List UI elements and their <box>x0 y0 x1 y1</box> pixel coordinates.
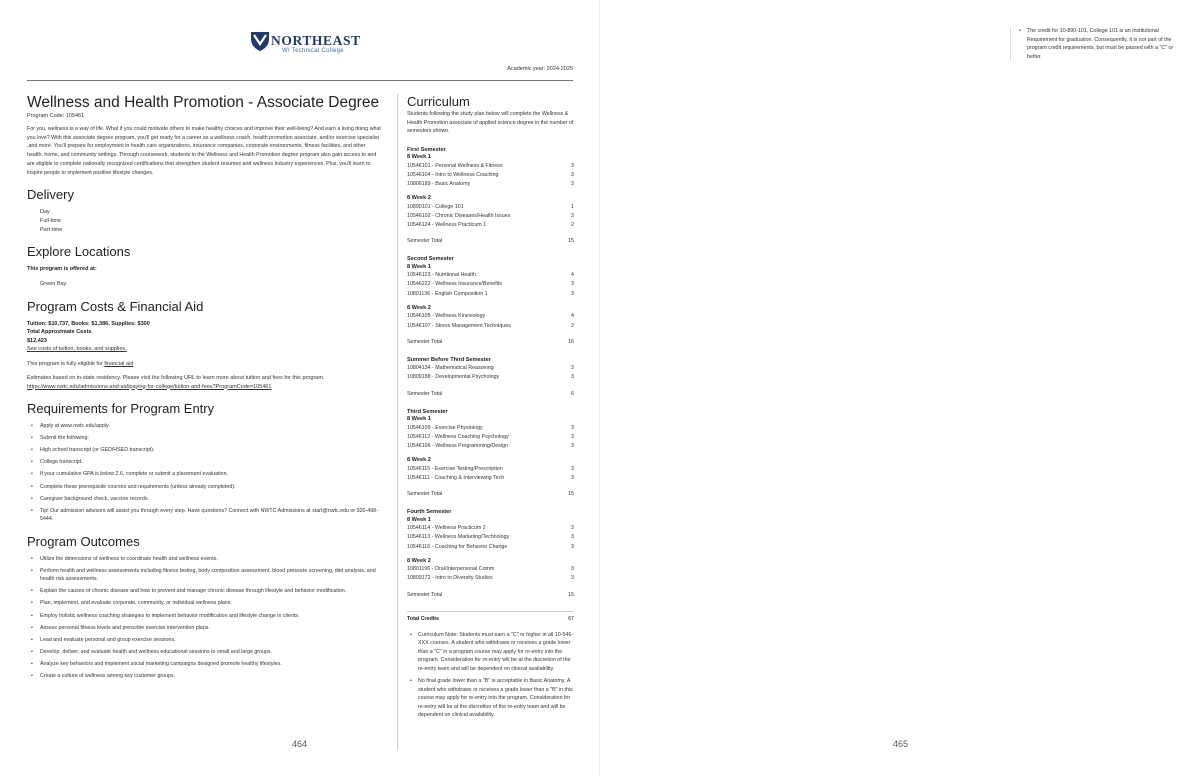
curriculum-note: • Curriculum Note: Students must earn a "C" or higher in all 10-546-XXX courses. A student who withdraws or receives a grade lower than a "C" in a program course may apply for re-entry into the program. Consideration for re-entry will be at the discretion of the re-entry team and will be dependent on clinical availability. <box>407 631 574 674</box>
financial-aid-link[interactable]: financial aid <box>104 360 134 367</box>
week-label: 8 Week 1 <box>407 516 431 523</box>
course-credits: 4 <box>571 313 574 320</box>
outcomes-heading: Program Outcomes <box>27 533 140 549</box>
course-credits: 3 <box>571 162 574 169</box>
outcome-item: • Plan, implement, and evaluate corporate, community, or individual wellness plans. <box>27 599 382 608</box>
week-label: 8 Week 1 <box>407 263 431 270</box>
course-credits: 3 <box>571 465 574 472</box>
estimates-text: Estimates based on in-state residency. Please visit the following URL to learn more about tuition and fees for this program. <box>27 375 325 382</box>
course-name: 10546106 - Wellness Programming/Design <box>407 443 508 450</box>
program-code: Program Code: 105461 <box>27 113 85 119</box>
semester-block <box>407 256 574 346</box>
semester-block <box>407 147 574 246</box>
outcome-item: • Employ holistic wellness coaching strategies to implement behavior modification and lifestyle change in clients. <box>27 612 382 621</box>
semester-title: First Semester <box>407 146 446 153</box>
outcome-item: • Analyze key behaviors and implement social marketing campaigns designed promote healthy lifestyles. <box>27 660 382 669</box>
semester-total-row <box>407 237 574 245</box>
course-credits: 3 <box>571 171 574 178</box>
course-name: 10546105 - Wellness Kinesiology <box>407 313 486 320</box>
semester-total-row <box>407 591 574 599</box>
course-credits: 3 <box>571 374 574 381</box>
course-row <box>407 433 574 442</box>
program-description: For you, wellness is a way of life. What if you could motivate others to make healthy choices and improve their well-being? And earn a living doing what you love? With this associate degree program, you'll get ready for a career as a wellness coach, health promotion associate, and/or exercise specialist ,and more. You'll prepare for employment in health care organizations, insurance companies, corporate environments, fitness facilities, and other health, home, and community settings. Through coursework, students in the Wellness and Health Promotion degree program also gain access to and are eligible to complete nationally recognized certifications that strengthen student resumes and wellness industry experiences. Plus, you'll learn to inspire people to implement positive lifestyle changes. <box>27 126 381 176</box>
course-credits: 3 <box>571 433 574 440</box>
total-costs-label: Total Approximate Costs <box>27 329 92 336</box>
course-row <box>407 212 574 221</box>
semester-block <box>407 509 574 599</box>
total-credits-row <box>407 611 574 623</box>
northeast-logo <box>250 30 360 58</box>
week-label: 8 Week 2 <box>407 557 431 564</box>
curriculum-column <box>407 94 574 724</box>
course-credits: 4 <box>571 272 574 279</box>
course-name: 10546102 - Chronic Diseases/Health Issues <box>407 212 511 219</box>
course-credits: 3 <box>571 566 574 573</box>
course-credits: 3 <box>571 281 574 288</box>
course-name: 10546112 - Wellness Coaching Psychology <box>407 433 509 440</box>
course-credits: 2 <box>571 222 574 229</box>
credit-note <box>1010 27 1187 61</box>
course-row <box>407 424 574 433</box>
course-credits: 2 <box>571 322 574 329</box>
course-row <box>407 162 574 171</box>
course-credits: 3 <box>571 212 574 219</box>
course-name: 10809188 - Developmental Psychology <box>407 374 500 381</box>
total-credits-value: 67 <box>568 615 574 622</box>
course-row <box>407 171 574 180</box>
requirement-item: • College transcript. <box>27 458 382 467</box>
course-row <box>407 322 574 331</box>
delivery-heading: Delivery <box>27 187 74 203</box>
costs-heading: Program Costs & Financial Aid <box>27 298 204 314</box>
semester-title: Third Semester <box>407 408 448 415</box>
course-row <box>407 312 574 321</box>
course-row <box>407 574 574 583</box>
requirement-item: • Complete these prerequisite courses and requirements (unless already completed): <box>27 483 382 492</box>
course-name: 10806189 - Basic Anatomy <box>407 180 471 187</box>
week-label: 8 Week 1 <box>407 416 431 423</box>
semester-total-value: 15 <box>568 491 574 498</box>
course-name: 10546111 - Coaching & Interviewing Tech <box>407 474 505 481</box>
course-row <box>407 543 574 552</box>
requirements-list <box>27 422 382 524</box>
semester-block <box>407 357 574 398</box>
page-number-left: 464 <box>292 739 308 749</box>
financial-aid-suffix: . <box>133 360 135 367</box>
credit-note-item: • The credit for 10-890-101, College 101 is an Institutional Requirement for graduation. Consequently, it is not part of the program credit requirements, but must be passed with a "C" or better. <box>1017 27 1187 61</box>
cost-breakdown: Tuition: $10,737, Books: $1,386, Supplies: $300 <box>27 320 150 327</box>
curriculum-note: • No final grade lower than a "B" is acceptable in Basic Anatomy. A student who withdraws or receives a grade lower than a "B" in this course may apply for re-entry into the program. Consideration for re-entry will be at the discretion of the re-entry team and will be dependent on clinical availability. <box>407 677 574 720</box>
course-row <box>407 524 574 533</box>
course-row <box>407 280 574 289</box>
financial-aid-prefix: This program is fully eligible for <box>27 360 105 367</box>
financial-aid-line <box>27 360 382 369</box>
semester-title: Summer Before Third Semester <box>407 356 491 363</box>
curriculum-notes <box>407 631 574 720</box>
page-right <box>600 0 1200 776</box>
semester-total-label: Semester Total <box>407 491 443 498</box>
semester-title: Second Semester <box>407 256 454 263</box>
course-row <box>407 474 574 483</box>
course-name: 10546113 - Wellness Marketing/Technology <box>407 534 510 541</box>
course-row <box>407 565 574 574</box>
academic-year: Academic year: 2024-2025 <box>507 66 573 72</box>
outcome-item: • Develop, deliver, and evaluate health and wellness educational sessions to small and large groups. <box>27 648 382 657</box>
location-item: Green Bay <box>40 280 67 287</box>
semester-total-value: 15 <box>568 591 574 598</box>
course-name: 10809172 - Intro to Diversity Studies <box>407 575 493 582</box>
course-credits: 3 <box>571 543 574 550</box>
semester-title: Fourth Semester <box>407 509 452 516</box>
course-name: 10546114 - Wellness Practicum 2 <box>407 525 486 532</box>
outcome-item: • Perform health and wellness assessments including fitness testing, body composition assessment, blood pressure screening, diet analysis, and health risk assessments. <box>27 567 382 584</box>
logo-subtitle: WI Technical College <box>282 48 344 54</box>
semesters <box>407 147 574 599</box>
course-name: 10546222 - Wellness Insurance/Benefits <box>407 281 503 288</box>
course-row <box>407 465 574 474</box>
course-name: 10546109 - Exercise Physiology <box>407 424 483 431</box>
requirement-item: • Apply at www.nwtc.edu/apply. <box>27 422 382 431</box>
page-title: Wellness and Health Promotion - Associate Degree <box>27 94 380 111</box>
course-credits: 3 <box>571 474 574 481</box>
semester-total-label: Semester Total <box>407 591 443 598</box>
logo-shield-icon <box>250 30 270 52</box>
requirement-item: • Caregiver background check, vaccine records. <box>27 495 382 504</box>
semester-total-row <box>407 490 574 498</box>
logo-name: NORTHEAST <box>271 33 361 48</box>
outcome-item: • Create a culture of wellness among key customer groups. <box>27 672 382 681</box>
locations-heading: Explore Locations <box>27 244 131 260</box>
offered-at-label: This program is offered at: <box>27 266 97 273</box>
course-row <box>407 373 574 382</box>
delivery-item: Day <box>40 209 50 216</box>
week-label: 8 Week 2 <box>407 304 431 311</box>
week-label: 8 Week 1 <box>407 154 431 160</box>
course-credits: 3 <box>571 575 574 582</box>
semester-total-value: 16 <box>568 338 574 345</box>
delivery-list <box>40 208 382 234</box>
see-costs-link[interactable]: See costs of tuition, books, and supplies. <box>27 346 127 353</box>
semester-block <box>407 409 574 499</box>
course-name: 10546116 - Coaching for Behavior Change <box>407 543 508 550</box>
course-credits: 3 <box>571 525 574 532</box>
course-row <box>407 364 574 373</box>
semester-total-label: Semester Total <box>407 238 443 245</box>
outcome-item: • Assess personal fitness levels and prescribe exercise intervention plans. <box>27 624 382 633</box>
total-costs-value: $12,423 <box>27 337 47 344</box>
course-row <box>407 203 574 212</box>
course-row <box>407 221 574 230</box>
course-credits: 3 <box>571 424 574 431</box>
requirement-item: • High school transcript (or GED/HSED transcript). <box>27 446 382 455</box>
delivery-item: Part-time <box>40 226 63 233</box>
course-credits: 3 <box>571 443 574 450</box>
requirement-item: • Submit the following: <box>27 434 382 443</box>
course-credits: 3 <box>571 180 574 187</box>
course-row <box>407 290 574 299</box>
course-name: 10546124 - Wellness Practicum 1 <box>407 222 487 229</box>
week-label: 8 Week 2 <box>407 457 431 464</box>
outcomes-list <box>27 555 382 681</box>
course-name: 10804134 - Mathematical Reasoning <box>407 365 494 372</box>
course-name: 10546115 - Exercise Testing/Prescription <box>407 465 503 472</box>
course-name: 10546101 - Personal Wellness & Fitness <box>407 162 503 169</box>
course-row <box>407 442 574 451</box>
outcome-item: • Utilize the dimensions of wellness to coordinate health and wellness events. <box>27 555 382 564</box>
page-number-right: 465 <box>893 739 909 749</box>
course-name: 10546104 - Intro to Wellness Coaching <box>407 171 499 178</box>
outcome-item: • Explain the causes of chronic disease and how to prevent and manage chronic disease through lifestyle and behavior modification. <box>27 587 382 596</box>
course-credits: 3 <box>571 534 574 541</box>
tuition-url-link[interactable]: https://www.nwtc.edu/admissions-and-aid/paying-for-college/tuition-and-fees?ProgramCode=105461 <box>27 383 272 390</box>
course-name: 10890101 - College 101 <box>407 203 464 210</box>
outcome-item: • Lead and evaluate personal and group exercise sessions. <box>27 636 382 645</box>
course-row <box>407 271 574 280</box>
course-name: 10801196 - Oral/Interpersonal Comm <box>407 566 495 573</box>
course-name: 10801136 - English Composition 1 <box>407 290 488 297</box>
course-row <box>407 180 574 189</box>
curriculum-heading: Curriculum <box>407 94 470 109</box>
header-divider <box>27 80 573 81</box>
requirements-heading: Requirements for Program Entry <box>27 401 215 417</box>
course-name: 10546107 - Stress Management Techniques <box>407 322 511 329</box>
course-credits: 3 <box>571 365 574 372</box>
semester-total-label: Semester Total <box>407 390 443 397</box>
requirement-item: • Tip! Our admission advisors will assist you through every step. Have questions? Connect with NWTC Admissions at start@nwtc.edu or 920-498-5444. <box>27 507 382 524</box>
total-credits-label: Total Credits <box>407 615 439 622</box>
semester-total-value: 6 <box>571 390 574 397</box>
course-name: 10546123 - Nutritional Health <box>407 272 476 279</box>
requirement-item: • If your cumulative GPA is below 2.6, complete or submit a placement evaluation. <box>27 470 382 479</box>
course-credits: 1 <box>571 203 574 210</box>
week-label: 8 Week 2 <box>407 195 431 202</box>
course-row <box>407 533 574 542</box>
column-divider <box>397 94 398 750</box>
delivery-item: Full-time <box>40 217 62 224</box>
semester-total-value: 15 <box>568 238 574 245</box>
semester-total-row <box>407 338 574 346</box>
curriculum-intro: Students following the study plan below will complete the Wellness & Health Promotion associate of applied science degree in the number of semesters shown. <box>407 111 574 134</box>
program-details-column <box>27 94 382 684</box>
semester-total-label: Semester Total <box>407 338 443 345</box>
semester-total-row <box>407 390 574 398</box>
course-credits: 3 <box>571 290 574 297</box>
